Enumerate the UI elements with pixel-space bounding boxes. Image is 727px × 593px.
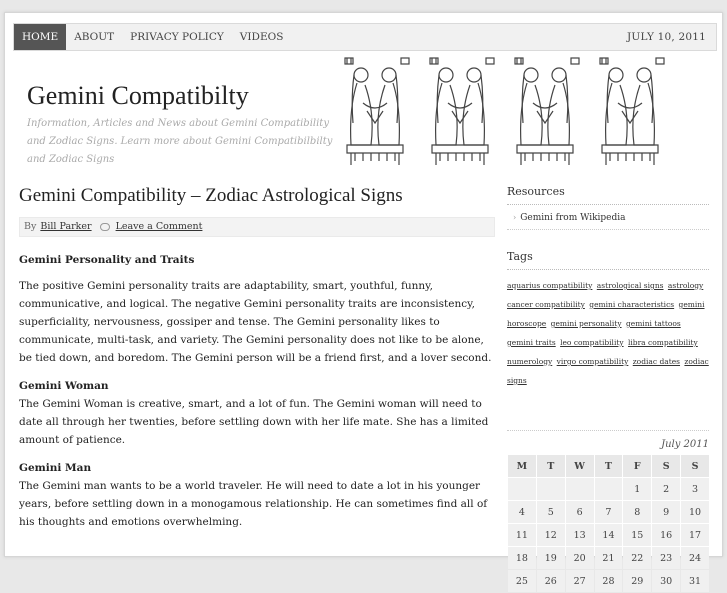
nav-date: JULY 10, 2011	[627, 31, 706, 43]
calendar-day: 19	[537, 547, 565, 569]
heading-traits: Gemini Personality and Traits	[19, 254, 195, 266]
resource-link-wikipedia[interactable]	[507, 211, 709, 230]
calendar-day: 28	[595, 570, 623, 592]
comment-icon	[100, 223, 110, 231]
calendar-day: 6	[566, 501, 594, 523]
calendar-day: 23	[652, 547, 680, 569]
tag-link[interactable]: numerology	[507, 357, 553, 366]
post-meta	[19, 217, 495, 237]
paragraph-man: The Gemini man wants to be a world traveler. He will need to date a lot in his younger years, before settling down in a monogamous relationship. He can sometimes find all of his thoughts and emotions overwhelming.	[19, 480, 488, 528]
calendar-day: 9	[652, 501, 680, 523]
tag-link[interactable]: gemini personality	[550, 319, 622, 328]
tag-link[interactable]: cancer compatibility	[507, 300, 585, 309]
by-label: By	[24, 221, 37, 232]
main-content	[19, 185, 495, 541]
calendar	[507, 454, 710, 593]
tag-link[interactable]: virgo compatibility	[556, 357, 629, 366]
tags-title: Tags	[507, 250, 709, 270]
calendar-week-row	[508, 547, 709, 569]
heading-woman: Gemini Woman	[19, 380, 109, 392]
resource-label: Gemini from Wikipedia	[520, 213, 626, 223]
tag-link[interactable]: aquarius compatibility	[507, 281, 593, 290]
calendar-day: 12	[537, 524, 565, 546]
calendar-day: 21	[595, 547, 623, 569]
calendar-day: 14	[595, 524, 623, 546]
calendar-day: 10	[681, 501, 709, 523]
gemini-twins-header-image	[341, 53, 681, 169]
tag-link[interactable]: leo compatibility	[560, 338, 624, 347]
calendar-day: 1	[623, 478, 651, 500]
calendar-day: 22	[623, 547, 651, 569]
calendar-empty-day	[595, 478, 623, 500]
tag-link[interactable]: zodiac signs	[507, 357, 709, 385]
calendar-day: 30	[652, 570, 680, 592]
calendar-week-row	[508, 478, 709, 500]
tag-link[interactable]: astrological signs	[596, 281, 664, 290]
tag-link[interactable]: gemini tattoos	[625, 319, 681, 328]
calendar-day: 13	[566, 524, 594, 546]
nav-about[interactable]: ABOUT	[74, 31, 115, 43]
calendar-day: 4	[508, 501, 536, 523]
top-nav	[13, 23, 717, 51]
tag-cloud	[507, 276, 709, 431]
day-header: T	[537, 455, 565, 477]
sidebar	[507, 185, 709, 593]
calendar-caption: July 2011	[661, 439, 709, 450]
tag-link[interactable]: gemini horoscope	[507, 300, 705, 328]
tag-link[interactable]: gemini traits	[507, 338, 556, 347]
calendar-day: 3	[681, 478, 709, 500]
calendar-empty-day	[508, 478, 536, 500]
tag-link[interactable]: zodiac dates	[632, 357, 681, 366]
site-title[interactable]: Gemini Compatibilty	[27, 81, 249, 110]
leave-comment-link[interactable]: Leave a Comment	[115, 221, 203, 232]
calendar-empty-day	[566, 478, 594, 500]
post-body	[19, 251, 495, 531]
calendar-day: 18	[508, 547, 536, 569]
calendar-day: 26	[537, 570, 565, 592]
day-header: W	[566, 455, 594, 477]
tag-link[interactable]: gemini characteristics	[589, 300, 675, 309]
calendar-day: 5	[537, 501, 565, 523]
site-description: Information, Articles and News about Gemini Compatibility and Zodiac Signs. Learn more about Gemini Compatibilbilty and Zodiac Signs	[27, 118, 333, 165]
resources-title: Resources	[507, 185, 709, 205]
calendar-body	[508, 478, 709, 592]
nav-privacy-policy[interactable]: PRIVACY POLICY	[130, 31, 224, 43]
calendar-day: 17	[681, 524, 709, 546]
nav-home[interactable]: HOME	[14, 24, 66, 50]
calendar-empty-day	[537, 478, 565, 500]
calendar-day: 2	[652, 478, 680, 500]
author-link[interactable]: Bill Parker	[40, 221, 92, 232]
calendar-day: 16	[652, 524, 680, 546]
calendar-day: 8	[623, 501, 651, 523]
calendar-week-row	[508, 501, 709, 523]
page	[4, 12, 723, 587]
day-header: T	[595, 455, 623, 477]
calendar-day: 11	[508, 524, 536, 546]
calendar-day: 25	[508, 570, 536, 592]
nav-videos[interactable]: VIDEOS	[239, 31, 284, 43]
calendar-week-row	[508, 524, 709, 546]
day-header: S	[652, 455, 680, 477]
day-header: F	[623, 455, 651, 477]
calendar-day: 29	[623, 570, 651, 592]
post-title[interactable]: Gemini Compatibility – Zodiac Astrological Signs	[19, 185, 403, 206]
calendar-day: 27	[566, 570, 594, 592]
calendar-day: 7	[595, 501, 623, 523]
calendar-day: 24	[681, 547, 709, 569]
calendar-day: 15	[623, 524, 651, 546]
day-header: M	[508, 455, 536, 477]
heading-man: Gemini Man	[19, 462, 92, 474]
tag-link[interactable]: astrology	[667, 281, 704, 290]
chevron-right-icon: ›	[513, 213, 517, 222]
calendar-week-row	[508, 570, 709, 592]
day-header: S	[681, 455, 709, 477]
calendar-header-row	[508, 455, 709, 477]
calendar-day: 20	[566, 547, 594, 569]
paragraph-traits: The positive Gemini personality traits are adaptability, smart, youthful, funny, communicative, and logical. The negative Gemini personality traits are inconsistency, superficiality, nervousness, gossiper and tense. The Gemini personality likes to communicate, multi-task, and variety. The Gemini personality does not like to be alone, be tied down, and boredom. The Gemini person will be a friend first, and a lover second.	[19, 280, 492, 364]
paragraph-woman: The Gemini Woman is creative, smart, and a lot of fun. The Gemini woman will need to date all through her twenties, before settling down with her life mate. She has a limited amount of patience.	[19, 398, 489, 446]
tag-link[interactable]: libra compatibility	[627, 338, 698, 347]
calendar-day: 31	[681, 570, 709, 592]
